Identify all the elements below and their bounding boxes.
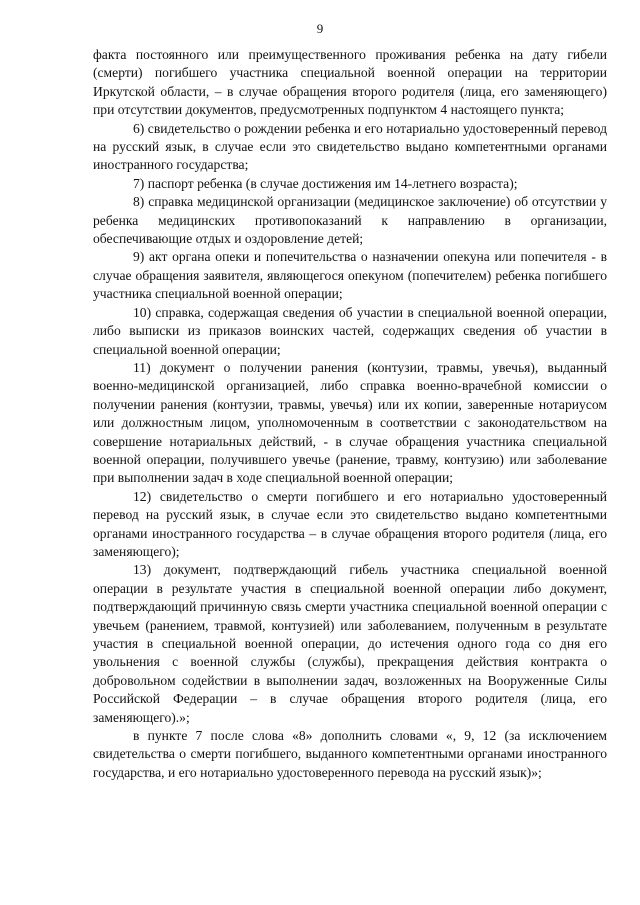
page-number: 9 [316, 21, 324, 36]
list-item-9: 9) акт органа опеки и попечительства о назначении опекуна или попечителя - в случае обращения заявителя, являющегося опекуном (попечителем) ребенка погибшего участника специальной военной операции; [93, 249, 607, 302]
paragraph-continuation: факта постоянного или преимущественного проживания ребенка на дату гибели (смерти) погибшего участника специальной военной операции на территории Иркутской области, – в случае обращения второго родителя (лица, его заменяющего) при отсутствии документов, предусмотренных подпунктом 4 настоящего пункта; [93, 47, 607, 118]
list-item-10: 10) справка, содержащая сведения об участии в специальной военной операции, либо выписки из приказов воинских частей, содержащих сведения об участии в специальной военной операции; [93, 304, 607, 357]
list-item-12: 12) свидетельство о смерти погибшего и его нотариально удостоверенный перевод на русский язык, в случае если это свидетельство выдано компетентными органами иностранного государства – в случае обращения второго родителя (лица, его заменяющего); [93, 488, 607, 559]
list-item-13: 13) документ, подтверждающий гибель участника специальной военной операции в результате участия в специальной военной операции либо документ, подтверждающий причинную связь смерти участника специальной военной операции с увечьем (ранением, травмой, контузией) или заболеванием, полученным в результате участия в специальной военной операции, до истечения одного года со дня его увольнения с военной службы (службы), прекращения действия контракта о добровольном содействии в выполнении задач, возложенных на Вооруженные Силы Российской Федерации – в случае обращения второго родителя (лица, его заменяющего).»; [93, 562, 607, 725]
list-item-8: 8) справка медицинской организации (медицинское заключение) об отсутствии у ребенка медицинских противопоказаний к направлению в организации, обеспечивающие отдых и оздоровление детей; [93, 194, 607, 247]
document-body [93, 46, 607, 782]
list-item-11: 11) документ о получении ранения (контузии, травмы, увечья), выданный военно-медицинской организацией, либо справка военно-врачебной комиссии о получении ранения (контузии, травмы, увечья) или их копии, заверенные нотариусом или должностным лицом, уполномоченным в соответствии с законодательством на совершение нотариальных действий, - в случае обращения участника специальной военной операции, получившего увечье (ранение, травму, контузию) или заболевание при выполнении задач в ходе специальной военной операции; [93, 359, 607, 486]
list-item-6: 6) свидетельство о рождении ребенка и его нотариально удостоверенный перевод на русский язык, в случае если это свидетельство выдано компетентными органами иностранного государства; [93, 120, 607, 173]
list-item-7: 7) паспорт ребенка (в случае достижения им 14-летнего возраста); [133, 175, 518, 191]
amendment-paragraph: в пункте 7 после слова «8» дополнить словами «, 9, 12 (за исключением свидетельства о смерти погибшего, выданного компетентными органами иностранного государства, и его нотариально удостоверенного перевода на русский язык)»; [93, 728, 607, 780]
